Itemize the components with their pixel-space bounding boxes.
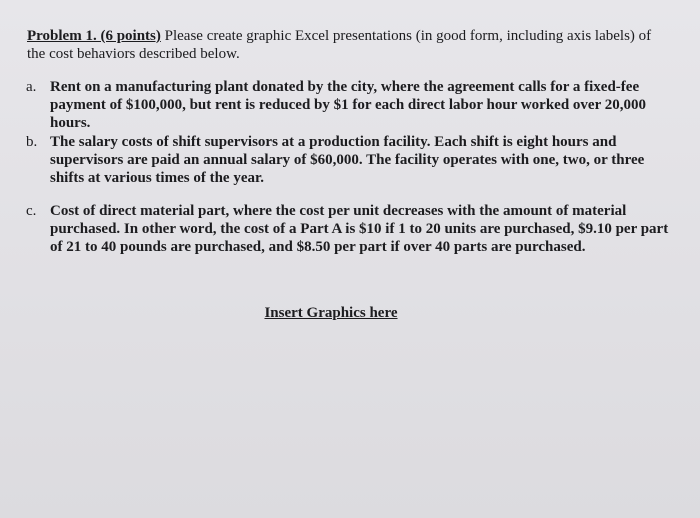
list-item-b [26,133,676,187]
problem-intro [27,27,667,63]
list-item-a [26,78,676,132]
list-marker: c. [26,203,37,219]
list-item-c [26,202,676,256]
list-item-text: Cost of direct material part, where the cost per unit decreases with the amount of material purchased. In other word, the cost of a Part A is $10 if 1 to 20 units are purchased, $9.10 per part of 21 to 40 pounds are purchased, and $8.50 per part if over 40 parts are purchased. [50,203,669,255]
list-item-text: Rent on a manufacturing plant donated by the city, where the agreement calls for a fixed-fee payment of $100,000, but rent is reduced by $1 for each direct labor hour worked over 20,000 hours. [50,79,646,131]
list-marker: a. [26,79,37,95]
list-marker: b. [26,134,38,150]
problem-instructions: Please create graphic Excel presentations (in good form, including axis labels) of the cost behaviors described below. [27,28,652,62]
insert-graphics-placeholder: Insert Graphics here [264,305,398,321]
problem-heading: Problem 1. (6 points) [27,28,161,44]
list-item-text: The salary costs of shift supervisors at a production facility. Each shift is eight hours and supervisors are paid an annual salary of $60,000. The facility operates with one, two, or three shifts at various times of the year. [50,134,645,186]
